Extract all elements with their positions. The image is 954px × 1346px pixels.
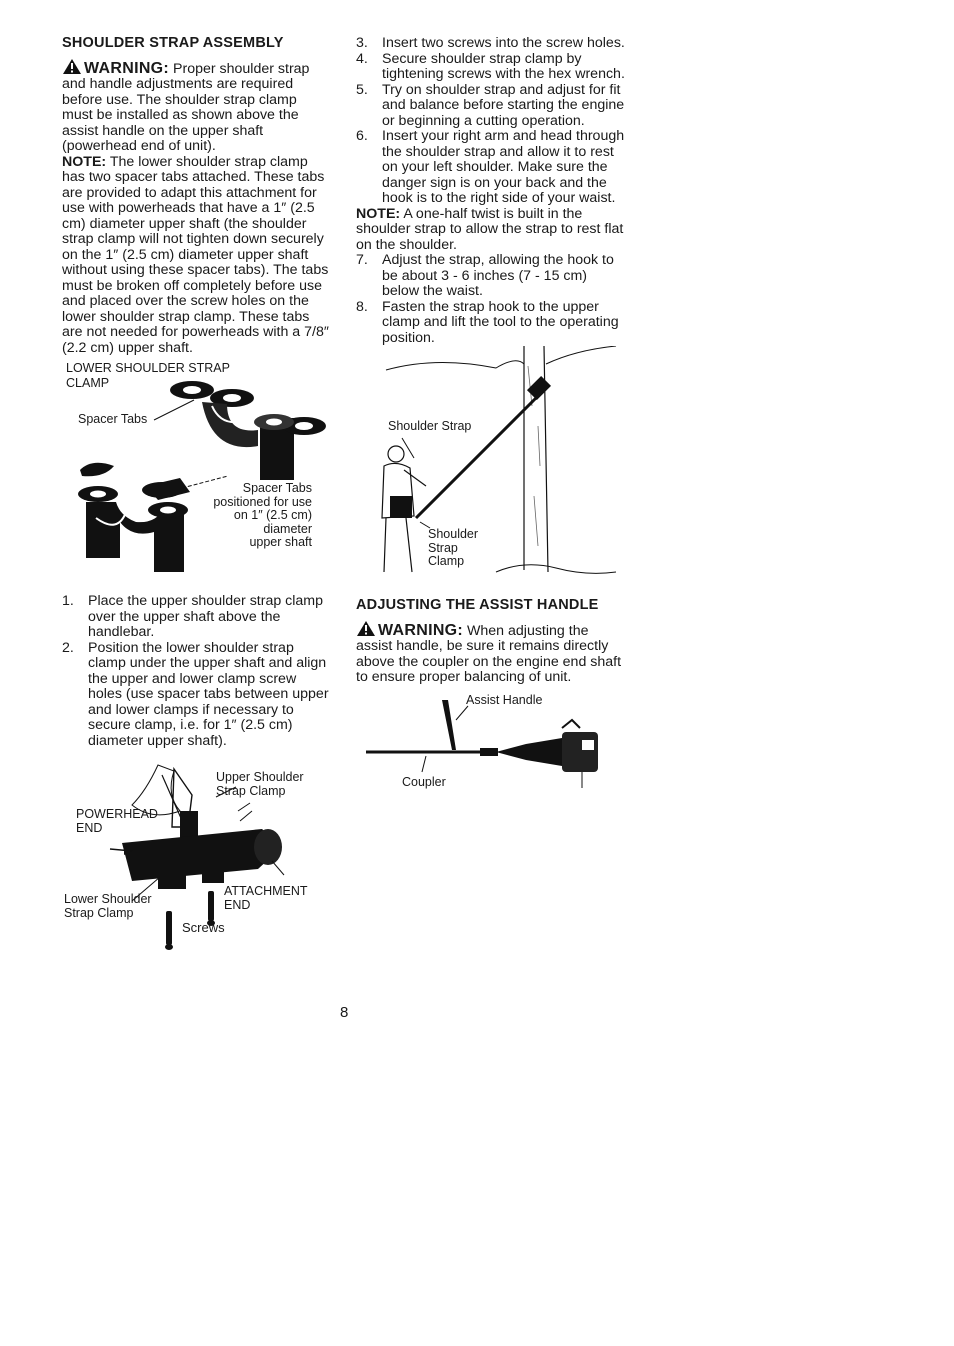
lower-clamp-line2: Strap Clamp — [64, 905, 134, 920]
warning-triangle-icon — [62, 58, 82, 75]
spacer-tabs-label: Spacer Tabs — [78, 412, 148, 426]
warning-paragraph — [62, 58, 330, 155]
step-text: Insert two screws into the screw holes. — [382, 35, 625, 51]
step-number: 6. — [356, 128, 368, 144]
positioned-line2: positioned for use — [213, 494, 312, 509]
step-number: 5. — [356, 81, 368, 98]
attachment-line2: END — [224, 897, 251, 912]
spacer-tabs-positioned-label — [213, 482, 312, 550]
lower-clamp-figure — [62, 362, 330, 594]
steps-list-right-b — [356, 253, 626, 346]
list-item — [356, 36, 626, 52]
clamp-line1: Shoulder — [428, 527, 479, 541]
positioned-line5: upper shaft — [249, 535, 312, 549]
screws-label: Screws — [182, 920, 225, 935]
lower-clamp-line1: Lower Shoulder — [64, 892, 152, 906]
warning-text: Proper shoulder strap and handle adjustments are required before use. The shoulder strap clamp must be installed as shown above the assist handle on the upper shaft (powerhead end of unit). — [62, 60, 310, 154]
clamp-line2: Strap — [428, 540, 458, 555]
positioned-line4: diameter — [263, 521, 312, 536]
note-text: A one-half twist is built in the shoulder strap to allow the strap to rest flat on the shoulder. — [356, 205, 624, 253]
positioned-line1: Spacer Tabs — [242, 481, 312, 495]
right-column — [356, 36, 626, 802]
step-number: 1. — [62, 593, 74, 609]
step-text: Try on shoulder strap and adjust for fit and balance before starting the engine or beginning a cutting operation. — [382, 81, 625, 129]
list-item — [356, 83, 626, 130]
steps-list-right-a — [356, 36, 626, 207]
page-number: 8 — [340, 1004, 349, 1021]
note-paragraph — [62, 155, 330, 357]
lower-clamp-label — [64, 893, 152, 920]
note-text: The lower shoulder strap clamp has two spacer tabs attached. These tabs are provided to adapt this attachment for use with powerheads that have a 1″ (2.5 cm) diameter upper shaft (the shoulder strap clamp will not tighten down securely on the 1″ (2.5 cm) diameter upper shaft without using these spacer tabs). The tabs must be broken off completely before use and placed over the screw holes on the lower shoulder strap clamp. These tabs are not needed for powerheads with a 7/8″ (2.2 cm) upper shaft. — [62, 153, 329, 356]
operator-illustration — [356, 346, 626, 592]
upper-clamp-label — [216, 771, 304, 798]
step-number: 4. — [356, 50, 368, 67]
attachment-end-label — [224, 885, 308, 912]
step-text: Adjust the strap, allowing the hook to be about 3 - 6 inches (7 - 15 cm) below the waist. — [382, 252, 614, 299]
warning-label: WARNING: — [84, 59, 170, 77]
list-item — [62, 594, 330, 641]
step-text: Insert your right arm and head through the shoulder strap and allow it to rest on your left shoulder. Make sure the danger sign is on your back and the hook is to the right side of your waist. — [382, 128, 625, 206]
powerhead-line2: END — [76, 820, 103, 835]
assist-handle-figure — [356, 692, 626, 802]
step-number: 2. — [62, 639, 74, 656]
note-label: NOTE: — [62, 153, 107, 170]
shoulder-strap-clamp-label — [428, 528, 478, 569]
section-heading-shoulder-strap: SHOULDER STRAP ASSEMBLY — [62, 35, 284, 51]
figure-title-line2: CLAMP — [66, 376, 110, 390]
step-number: 7. — [356, 252, 368, 268]
upper-clamp-line2: Strap Clamp — [216, 783, 286, 798]
assist-handle-label: Assist Handle — [466, 692, 543, 707]
clamp-line3: Clamp — [428, 554, 465, 568]
list-item — [356, 129, 626, 207]
step-text: Fasten the strap hook to the upper clamp and lift the tool to the operating position. — [382, 298, 619, 346]
clamp-assembly-figure — [62, 751, 330, 961]
warning-text: When adjusting the assist handle, be sure it remains directly above the coupler on the engine end shaft to ensure proper balancing of unit. — [356, 622, 622, 685]
section-heading-assist-handle: ADJUSTING THE ASSIST HANDLE — [356, 597, 599, 613]
step-text: Secure shoulder strap clamp by tightening screws with the hex wrench. — [382, 50, 625, 82]
step-number: 3. — [356, 35, 368, 51]
shoulder-strap-label: Shoulder Strap — [388, 419, 472, 433]
warning-triangle-icon — [356, 620, 376, 637]
positioned-line3: on 1″ (2.5 cm) — [233, 508, 312, 522]
clamp-illustration — [62, 362, 330, 594]
coupler-label: Coupler — [402, 774, 446, 789]
step-text: Position the lower shoulder strap clamp under the upper shaft and align the upper and lower clamp screw holes (use spacer tabs between upper and lower clamps if necessary to secure clamp, i.e. for 1″ (2.5 cm) diameter upper shaft). — [88, 639, 329, 749]
note-paragraph-right — [356, 207, 626, 254]
assist-handle-illustration — [356, 692, 626, 802]
upper-clamp-line1: Upper Shoulder — [216, 770, 304, 784]
list-item — [356, 300, 626, 347]
list-item — [62, 641, 330, 750]
figure-title-line1: LOWER SHOULDER STRAP — [66, 361, 230, 375]
operator-figure — [356, 346, 626, 592]
step-number: 8. — [356, 298, 368, 315]
list-item — [356, 52, 626, 83]
powerhead-end-label — [76, 808, 158, 835]
warning-label: WARNING: — [378, 621, 464, 639]
attachment-line1: ATTACHMENT — [224, 884, 308, 898]
list-item — [356, 253, 626, 300]
steps-list-left — [62, 594, 330, 749]
powerhead-line1: POWERHEAD — [76, 807, 158, 821]
warning-paragraph-right — [356, 620, 626, 686]
left-column — [62, 36, 330, 961]
note-label: NOTE: — [356, 205, 401, 222]
step-text: Place the upper shoulder strap clamp over the upper shaft above the handlebar. — [88, 593, 324, 640]
